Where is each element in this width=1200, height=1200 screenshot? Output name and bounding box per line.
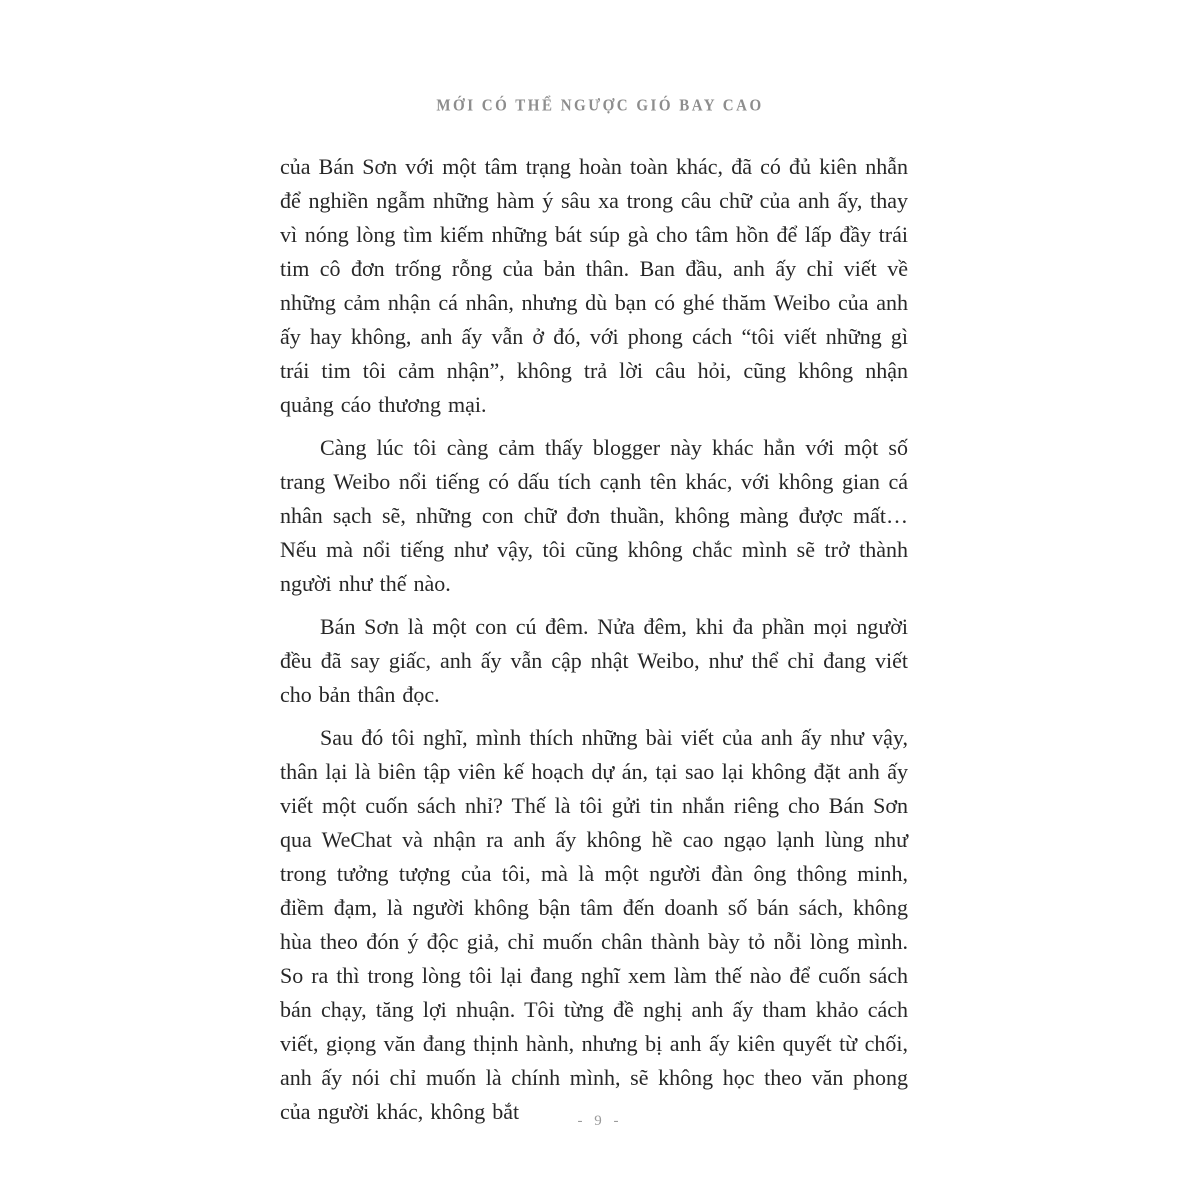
page-number: - 9 - <box>577 1113 623 1129</box>
paragraph: Sau đó tôi nghĩ, mình thích những bài viết của anh ấy như vậy, thân lại là biên tập viên kế hoạch dự án, tại sao lại không đặt anh ấy viết một cuốn sách nhỉ? Thế là tôi gửi tin nhắn riêng cho Bán Sơn qua WeChat và nhận ra anh ấy không hề cao ngạo lạnh lùng như trong tưởng tượng của tôi, mà là một người đàn ông thông minh, điềm đạm, là người không bận tâm đến doanh số bán sách, không hùa theo đón ý độc giả, chỉ muốn chân thành bày tỏ nỗi lòng mình. So ra thì trong lòng tôi lại đang nghĩ xem làm thế nào để cuốn sách bán chạy, tăng lợi nhuận. Tôi từng đề nghị anh ấy tham khảo cách viết, giọng văn đang thịnh hành, nhưng bị anh ấy kiên quyết từ chối, anh ấy nói chỉ muốn là chính mình, sẽ không học theo văn phong của người khác, không bắt <box>280 725 908 1124</box>
running-header: MỚI CÓ THỂ NGƯỢC GIÓ BAY CAO <box>436 96 764 116</box>
paragraph: Càng lúc tôi càng cảm thấy blogger này khác hẳn với một số trang Weibo nổi tiếng có dấu tích cạnh tên khác, với không gian cá nhân sạch sẽ, những con chữ đơn thuần, không màng được mất… Nếu mà nổi tiếng như vậy, tôi cũng không chắc mình sẽ trở thành người như thế nào. <box>280 435 908 596</box>
paragraph: của Bán Sơn với một tâm trạng hoàn toàn khác, đã có đủ kiên nhẫn để nghiền ngẫm những hàm ý sâu xa trong câu chữ của anh ấy, thay vì nóng lòng tìm kiếm những bát súp gà cho tâm hồn để lấp đầy trái tim cô đơn trống rỗng của bản thân. Ban đầu, anh ấy chỉ viết về những cảm nhận cá nhân, nhưng dù bạn có ghé thăm Weibo của anh ấy hay không, anh ấy vẫn ở đó, với phong cách “tôi viết những gì trái tim tôi cảm nhận”, không trả lời câu hỏi, cũng không nhận quảng cáo thương mại. <box>280 154 908 417</box>
paragraph: Bán Sơn là một con cú đêm. Nửa đêm, khi đa phần mọi người đều đã say giấc, anh ấy vẫn cập nhật Weibo, như thể chỉ đang viết cho bản thân đọc. <box>280 614 908 707</box>
text-block <box>280 150 908 1138</box>
